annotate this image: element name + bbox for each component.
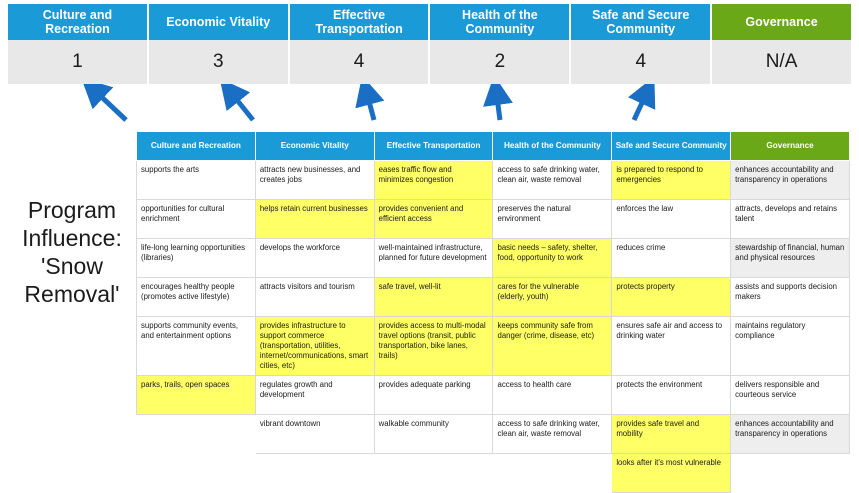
table-row: [137, 375, 850, 414]
matrix-cell: access to safe drinking water, clean air, waste removal: [493, 161, 612, 200]
summary-header-culture-and-recreation[interactable]: Culture and Recreation: [8, 4, 149, 40]
matrix-cell: [731, 453, 850, 492]
arrow-group: [0, 84, 859, 134]
matrix-cell: looks after it's most vulnerable: [612, 453, 731, 492]
matrix-cell: well-maintained infrastructure, planned for future development: [374, 239, 493, 278]
matrix-cell: attracts visitors and tourism: [255, 278, 374, 317]
matrix-cell: [374, 453, 493, 492]
matrix-header-governance[interactable]: Governance: [731, 132, 850, 161]
table-row: [137, 453, 850, 492]
matrix-cell: parks, trails, open spaces: [137, 375, 256, 414]
matrix-cell: helps retain current businesses: [255, 200, 374, 239]
matrix-cell: provides access to multi-modal travel options (transit, public transportation, bike lanes, trails): [374, 317, 493, 376]
matrix-cell: keeps community safe from danger (crime, disease, etc): [493, 317, 612, 376]
matrix-cell: ensures safe air and access to drinking water: [612, 317, 731, 376]
summary-header-governance[interactable]: Governance: [712, 4, 851, 40]
matrix-cell: stewardship of financial, human and physical resources: [731, 239, 850, 278]
matrix-cell: eases traffic flow and minimizes congestion: [374, 161, 493, 200]
matrix-header-culture-and-recreation[interactable]: Culture and Recreation: [137, 132, 256, 161]
table-row: [137, 278, 850, 317]
summary-header-economic-vitality[interactable]: Economic Vitality: [149, 4, 290, 40]
matrix-cell: maintains regulatory compliance: [731, 317, 850, 376]
arrow-economic-vitality-icon: [229, 90, 253, 120]
arrow-health-of-the-community-icon: [496, 90, 500, 120]
matrix-cell: walkable community: [374, 414, 493, 453]
arrow-effective-transportation-icon: [366, 90, 374, 120]
summary-score-effective-transportation: 4: [290, 40, 431, 84]
summary-header-effective-transportation[interactable]: Effective Transportation: [290, 4, 431, 40]
matrix-cell: access to health care: [493, 375, 612, 414]
matrix-cell: supports community events, and entertainment options: [137, 317, 256, 376]
summary-header-safe-and-secure-community[interactable]: Safe and Secure Community: [571, 4, 712, 40]
summary-header-health-of-the-community[interactable]: Health of the Community: [430, 4, 571, 40]
outcomes-matrix: [136, 131, 850, 493]
summary-band: [8, 4, 851, 84]
program-label-line-2: Influence:: [22, 225, 122, 252]
matrix-cell: regulates growth and development: [255, 375, 374, 414]
matrix-cell: opportunities for cultural enrichment: [137, 200, 256, 239]
summary-score-governance: N/A: [765, 51, 798, 72]
matrix-cell: is prepared to respond to emergencies: [612, 161, 731, 200]
matrix-cell: [255, 453, 374, 492]
matrix-cell: safe travel, well-lit: [374, 278, 493, 317]
summary-score-culture-and-recreation: 1: [8, 40, 149, 84]
matrix-cell: attracts, develops and retains talent: [731, 200, 850, 239]
matrix-body: [137, 161, 850, 493]
matrix-cell: preserves the natural environment: [493, 200, 612, 239]
matrix-header-economic-vitality[interactable]: Economic Vitality: [255, 132, 374, 161]
matrix-cell: attracts new businesses, and creates jobs: [255, 161, 374, 200]
matrix-cell: enforces the law: [612, 200, 731, 239]
matrix-cell: reduces crime: [612, 239, 731, 278]
matrix-cell: [137, 414, 256, 453]
outcomes-table: [136, 131, 850, 493]
matrix-header-row: [137, 132, 850, 161]
matrix-cell: develops the workforce: [255, 239, 374, 278]
summary-score-health-of-the-community: 2: [430, 40, 571, 84]
matrix-cell: supports the arts: [137, 161, 256, 200]
matrix-cell: encourages healthy people (promotes active lifestyle): [137, 278, 256, 317]
matrix-header-health-of-the-community[interactable]: Health of the Community: [493, 132, 612, 161]
summary-score-row: [8, 40, 851, 84]
matrix-cell: cares for the vulnerable (elderly, youth): [493, 278, 612, 317]
summary-header-row: [8, 4, 851, 40]
arrow-safe-and-secure-community-icon: [634, 90, 648, 120]
matrix-cell: provides adequate parking: [374, 375, 493, 414]
matrix-header-effective-transportation[interactable]: Effective Transportation: [374, 132, 493, 161]
program-label-line-3: 'Snow: [41, 253, 103, 280]
matrix-cell: vibrant downtown: [255, 414, 374, 453]
matrix-cell: enhances accountability and transparency in operations: [731, 161, 850, 200]
matrix-cell: provides safe travel and mobility: [612, 414, 731, 453]
matrix-cell: enhances accountability and transparency in operations: [731, 414, 850, 453]
matrix-cell: [493, 453, 612, 492]
matrix-cell: delivers responsible and courteous service: [731, 375, 850, 414]
matrix-cell: protects property: [612, 278, 731, 317]
program-influence-label: [12, 196, 132, 308]
matrix-cell: life-long learning opportunities (libraries): [137, 239, 256, 278]
matrix-cell: access to safe drinking water, clean air, waste removal: [493, 414, 612, 453]
table-row: [137, 317, 850, 376]
table-row: [137, 239, 850, 278]
table-row: [137, 414, 850, 453]
arrow-culture-and-recreation-icon: [92, 88, 126, 120]
summary-score-economic-vitality: 3: [149, 40, 290, 84]
summary-score-safe-and-secure-community: 4: [571, 40, 712, 84]
matrix-cell: [137, 453, 256, 492]
program-label-line-4: Removal': [24, 281, 120, 308]
matrix-cell: provides infrastructure to support commerce (transportation, utilities, internet/communications, smart cities, etc): [255, 317, 374, 376]
table-row: [137, 200, 850, 239]
matrix-cell: basic needs – safety, shelter, food, opportunity to work: [493, 239, 612, 278]
matrix-cell: provides convenient and efficient access: [374, 200, 493, 239]
table-row: [137, 161, 850, 200]
matrix-cell: protects the environment: [612, 375, 731, 414]
matrix-header-safe-and-secure-community[interactable]: Safe and Secure Community: [612, 132, 731, 161]
program-label-line-1: Program: [27, 197, 117, 223]
matrix-cell: assists and supports decision makers: [731, 278, 850, 317]
